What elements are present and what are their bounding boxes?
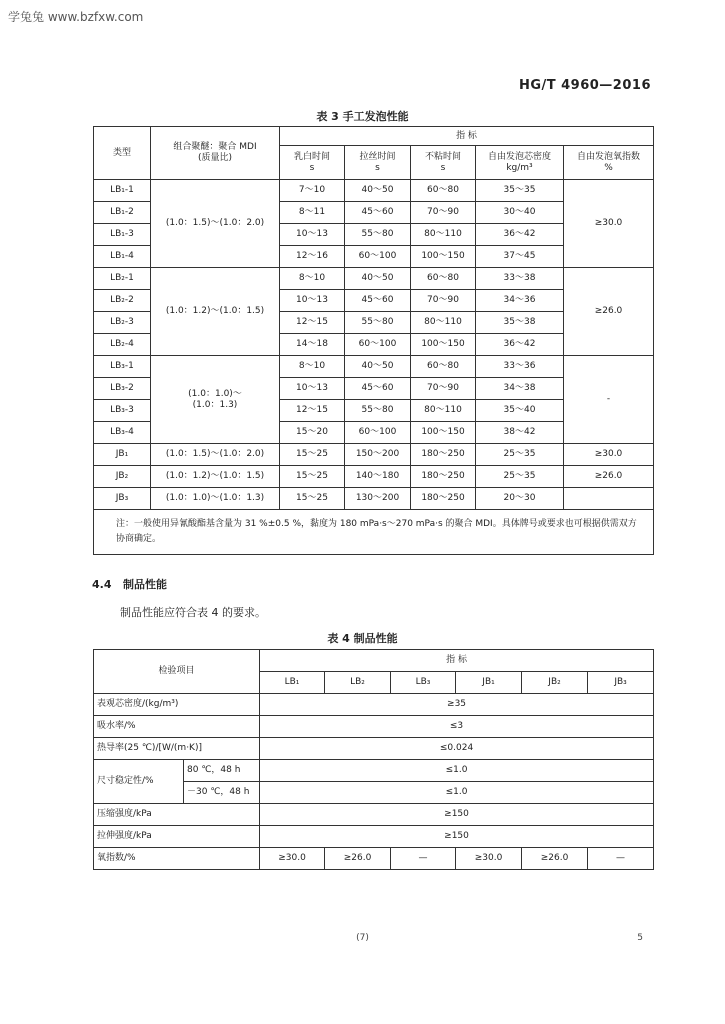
section-heading: 4.4 制品性能 bbox=[92, 578, 167, 591]
table-row: LB₁-3 10～13 55～80 80～110 36～42 bbox=[94, 224, 654, 246]
table-row: LB₃-4 15～20 60～100 100～150 38～42 bbox=[94, 422, 654, 444]
page-number: 5 bbox=[637, 933, 643, 943]
dim-stability-label: 尺寸稳定性/% bbox=[94, 760, 184, 804]
table-row: 压缩强度/kPa ≥150 bbox=[94, 804, 654, 826]
table-row: LB₃-2 10～13 45～60 70～90 34～38 bbox=[94, 378, 654, 400]
hdr-density: 自由发泡芯密度 kg/m³ bbox=[476, 146, 564, 180]
standard-number: HG/T 4960—2016 bbox=[518, 78, 651, 93]
footer-center: (7) bbox=[356, 933, 369, 943]
hdr-ratio: 组合聚醚：聚合 MDI (质量比) bbox=[151, 127, 280, 180]
table-row: LB₁-2 8～11 45～60 70～90 30～40 bbox=[94, 202, 654, 224]
oxygen-cell: - bbox=[564, 356, 654, 444]
table-row: LB₃-1 (1.0：1.0)～ (1.0：1.3) 8～10 40～50 60～80 33～36 - bbox=[94, 356, 654, 378]
table-row: LB₃-3 12～15 55～80 80～110 35～40 bbox=[94, 400, 654, 422]
table3 bbox=[93, 126, 654, 555]
hdr-string: 拉丝时间 s bbox=[345, 146, 411, 180]
hdr-cream: 乳白时间 s bbox=[280, 146, 345, 180]
hdr-item: 检验项目 bbox=[94, 650, 260, 694]
table-row: JB₁ (1.0：1.5)～(1.0：2.0) 15～25 150～200 180～250 25～35 ≥30.0 bbox=[94, 444, 654, 466]
hdr-type: 类型 bbox=[94, 127, 151, 180]
table-row: 吸水率/% ≤3 bbox=[94, 716, 654, 738]
ratio-cell: (1.0：1.5)～(1.0：2.0) bbox=[151, 180, 280, 268]
table-row: 尺寸稳定性/% 80 ℃，48 h ≤1.0 bbox=[94, 760, 654, 782]
hdr-oxygen: 自由发泡氧指数 % bbox=[564, 146, 654, 180]
oxygen-cell: ≥26.0 bbox=[564, 268, 654, 356]
table-row: －30 ℃，48 h ≤1.0 bbox=[94, 782, 654, 804]
table3-note: 注：一般使用异氰酸酯基含量为 31 %±0.5 %，黏度为 180 mPa·s～270 mPa·s 的聚合 MDI。具体牌号或要求也可根据供需双方协商确定。 bbox=[94, 510, 654, 555]
table4: 检验项目 指 标 LB₁ LB₂ LB₃ JB₁ JB₂ JB₃ 表观芯密度/(kg/m³) ≥35 吸水率/% ≤3 热导率(25 ℃)/[W/(m·K)] ≤0.024 尺寸稳定性/% 80 ℃，48 h ≤1.0 －30 ℃，48 h ≤1.0 压缩强度/kPa ≥150 拉伸强度/kPa ≥150 氧指数/% ≥30.0 ≥26.0 — ≥30.0 ≥26.0 — bbox=[93, 649, 654, 870]
paragraph: 制品性能应符合表 4 的要求。 bbox=[120, 606, 266, 619]
table-row: LB₂-1 (1.0：1.2)～(1.0：1.5) 8～10 40～50 60～80 33～38 ≥26.0 bbox=[94, 268, 654, 290]
table-row: LB₁-1 (1.0：1.5)～(1.0：2.0) 7～10 40～50 60～80 35～35 ≥30.0 bbox=[94, 180, 654, 202]
hdr-indicator: 指 标 bbox=[280, 127, 654, 146]
table-row: LB₂-2 10～13 45～60 70～90 34～36 bbox=[94, 290, 654, 312]
table-row: 表观芯密度/(kg/m³) ≥35 bbox=[94, 694, 654, 716]
table-row: 氧指数/% ≥30.0 ≥26.0 — ≥30.0 ≥26.0 — bbox=[94, 848, 654, 870]
table-row: JB₂ (1.0：1.2)～(1.0：1.5) 15～25 140～180 180～250 25～35 ≥26.0 bbox=[94, 466, 654, 488]
ratio-cell: (1.0：1.0)～ (1.0：1.3) bbox=[151, 356, 280, 444]
oxygen-cell: ≥30.0 bbox=[564, 180, 654, 268]
table-row: LB₂-3 12～15 55～80 80～110 35～38 bbox=[94, 312, 654, 334]
table4-caption: 表 4 制品性能 bbox=[327, 632, 398, 645]
ratio-cell: (1.0：1.2)～(1.0：1.5) bbox=[151, 268, 280, 356]
hdr-tackfree: 不粘时间 s bbox=[411, 146, 476, 180]
table3-caption: 表 3 手工发泡性能 bbox=[316, 110, 409, 123]
watermark: 学兔兔 www.bzfxw.com bbox=[8, 10, 144, 24]
hdr-indicator: 指 标 bbox=[260, 650, 654, 672]
table-row: 热导率(25 ℃)/[W/(m·K)] ≤0.024 bbox=[94, 738, 654, 760]
table-row: JB₃ (1.0：1.0)～(1.0：1.3) 15～25 130～200 180～250 20～30 bbox=[94, 488, 654, 510]
table-row: 拉伸强度/kPa ≥150 bbox=[94, 826, 654, 848]
table-row: LB₂-4 14～18 60～100 100～150 36～42 bbox=[94, 334, 654, 356]
table-row: LB₁-4 12～16 60～100 100～150 37～45 bbox=[94, 246, 654, 268]
